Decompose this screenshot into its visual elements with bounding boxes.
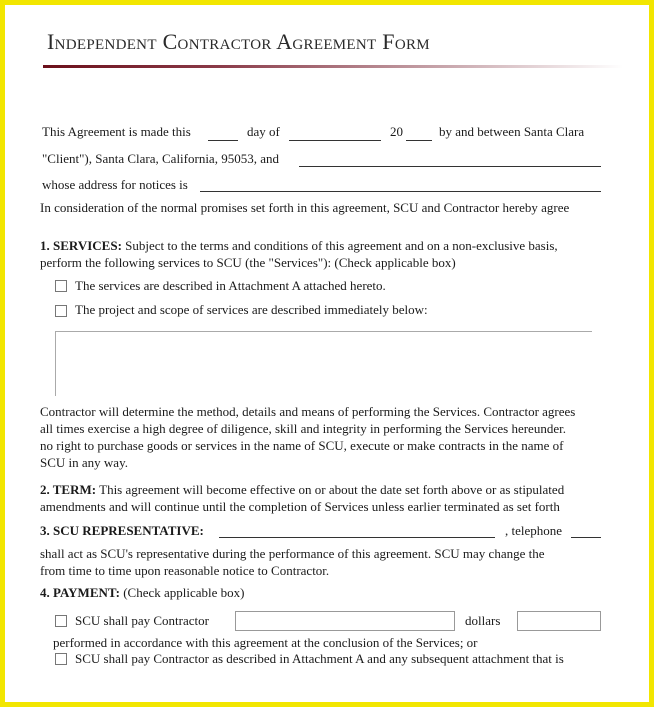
payment-subheading: (Check applicable box) xyxy=(123,585,245,600)
payment-text: performed in accordance with this agreement at the conclusion of the Services; or xyxy=(53,635,478,650)
services-description-box[interactable] xyxy=(55,331,592,396)
term-text: This agreement will become effective on or about the date set forth above or as stipulated xyxy=(99,482,565,497)
document-page xyxy=(5,5,649,702)
intro-text: day of xyxy=(247,124,280,139)
payment-option2-label: SCU shall pay Contractor as described in Attachment A and any subsequent attachment that is xyxy=(75,651,564,666)
address-field[interactable] xyxy=(200,191,601,192)
form-title: Independent Contractor Agreement Form xyxy=(47,29,430,54)
term-heading: 2. TERM: xyxy=(40,482,97,497)
payment-heading: 4. PAYMENT: xyxy=(40,585,120,600)
payment-option1-checkbox[interactable] xyxy=(55,615,67,627)
services-option2-checkbox[interactable] xyxy=(55,305,67,317)
term-text: amendments and will continue until the completion of Services unless earlier terminated as set forth xyxy=(40,499,560,514)
month-field[interactable] xyxy=(289,140,381,141)
services-option1-checkbox[interactable] xyxy=(55,280,67,292)
representative-text: shall act as SCU's representative during the performance of this agreement. SCU may change the xyxy=(40,546,545,561)
intro-text: "Client"), Santa Clara, California, 95053, and xyxy=(42,151,279,166)
payment-terms-field[interactable] xyxy=(517,611,601,631)
year-field[interactable] xyxy=(406,140,432,141)
services-option2-label: The project and scope of services are described immediately below: xyxy=(75,302,428,317)
services-option1-label: The services are described in Attachment A attached hereto. xyxy=(75,278,386,293)
telephone-field[interactable] xyxy=(571,537,601,538)
term-line xyxy=(40,482,564,498)
payment-option2-checkbox[interactable] xyxy=(55,653,67,665)
payment-line xyxy=(40,585,244,601)
services-text: Subject to the terms and conditions of this agreement and on a non-exclusive basis, xyxy=(125,238,558,253)
services-text: perform the following services to SCU (the "Services"): (Check applicable box) xyxy=(40,255,456,270)
day-field[interactable] xyxy=(208,140,238,141)
intro-text: 20 xyxy=(390,124,403,139)
payment-option1-label: SCU shall pay Contractor xyxy=(75,613,209,628)
intro-text: In consideration of the normal promises set forth in this agreement, SCU and Contractor hereby agree xyxy=(40,200,570,215)
contractor-name-field[interactable] xyxy=(299,166,601,167)
title-divider xyxy=(43,65,623,68)
services-line xyxy=(40,238,558,254)
services-para: no right to purchase goods or services in the name of SCU, execute or make contracts in the name of xyxy=(40,438,564,453)
services-para: Contractor will determine the method, details and means of performing the Services. Contractor agrees xyxy=(40,404,576,419)
intro-text: This Agreement is made this xyxy=(42,124,191,139)
services-para: all times exercise a high degree of diligence, skill and integrity in performing the Services hereunder. xyxy=(40,421,566,436)
dollars-label: dollars xyxy=(465,613,501,628)
services-heading: 1. SERVICES: xyxy=(40,238,122,253)
representative-text: from time to time upon reasonable notice to Contractor. xyxy=(40,563,330,578)
representative-name-field[interactable] xyxy=(219,537,495,538)
intro-text: by and between Santa Clara xyxy=(439,124,585,139)
representative-heading: 3. SCU REPRESENTATIVE: xyxy=(40,523,204,538)
telephone-label: , telephone xyxy=(505,523,563,538)
payment-amount-field[interactable] xyxy=(235,611,455,631)
intro-text: whose address for notices is xyxy=(42,177,188,192)
services-para: SCU in any way. xyxy=(40,455,128,470)
